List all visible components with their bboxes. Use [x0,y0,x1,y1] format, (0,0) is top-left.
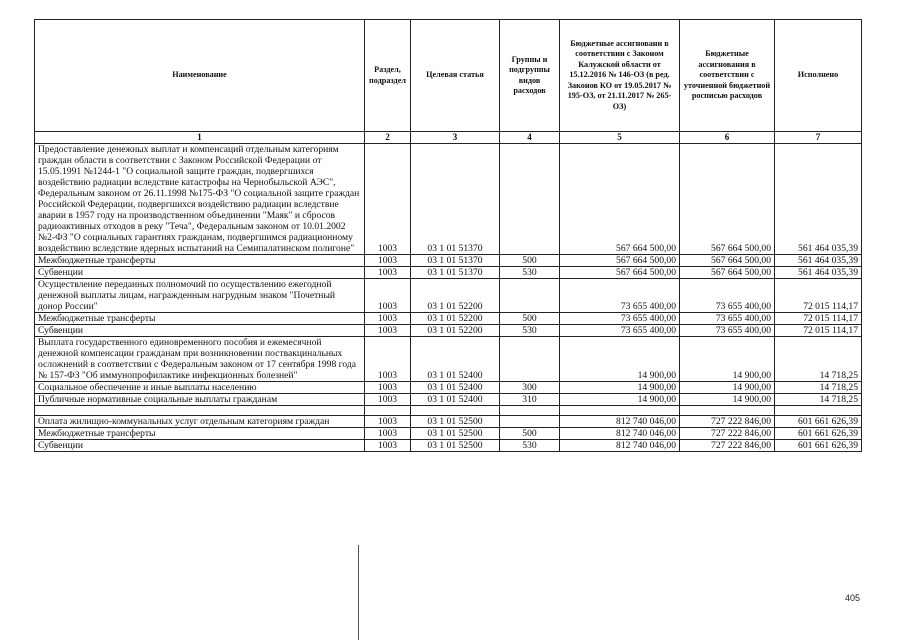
table-row [35,279,862,313]
row-name: Субвенции [35,440,365,452]
row-group: 500 [500,313,560,325]
row-name [35,406,365,416]
table-row [35,440,862,452]
row-refined-amount: 567 664 500,00 [680,267,775,279]
row-law-amount [560,406,680,416]
row-law-amount: 73 655 400,00 [560,325,680,337]
table-row [35,255,862,267]
row-group: 530 [500,325,560,337]
row-executed-amount: 72 015 114,17 [775,325,862,337]
row-refined-amount: 14 900,00 [680,337,775,382]
row-executed-amount: 72 015 114,17 [775,279,862,313]
row-name: Осуществление переданных полномочий по осуществлению ежегодной денежной выплаты лицам, награжденным нагрудным знаком "Почетный донор России" [35,279,365,313]
row-section: 1003 [365,255,411,267]
row-group [500,279,560,313]
row-name: Межбюджетные трансферты [35,255,365,267]
column-number: 7 [775,132,862,144]
table-row [35,382,862,394]
row-target: 03 1 01 51370 [411,255,500,267]
header-name: Наименование [35,20,365,132]
budget-table [34,19,862,452]
row-group [500,406,560,416]
row-name: Оплата жилищно-коммунальных услуг отдельным категориям граждан [35,416,365,428]
row-section: 1003 [365,440,411,452]
row-name: Субвенции [35,267,365,279]
row-target: 03 1 01 52400 [411,337,500,382]
table-row [35,325,862,337]
row-section: 1003 [365,267,411,279]
row-executed-amount: 601 661 626,39 [775,440,862,452]
row-executed-amount: 72 015 114,17 [775,313,862,325]
row-refined-amount: 727 222 846,00 [680,416,775,428]
row-executed-amount [775,406,862,416]
column-number: 2 [365,132,411,144]
header-allocations-law: Бюджетные ассигновани в соответствии с Законом Калужской области от 15.12.2016 № 146-ОЗ (в ред. Законов КО от 19.05.2017 № 195-ОЗ, от 21.11.2017 № 265-ОЗ) [560,20,680,132]
column-number: 3 [411,132,500,144]
column-number-row [35,132,862,144]
table-row [35,313,862,325]
row-section: 1003 [365,279,411,313]
header-target: Целевая статья [411,20,500,132]
page-number: 405 [845,593,861,603]
header-allocations-refined: Бюджетные ассигнования в соответствии с уточненной бюджетной росписью расходов [680,20,775,132]
row-executed-amount: 561 464 035,39 [775,267,862,279]
row-law-amount: 567 664 500,00 [560,255,680,267]
row-target: 03 1 01 52500 [411,416,500,428]
row-law-amount: 73 655 400,00 [560,279,680,313]
row-name: Выплата государственного единовременного пособия и ежемесячной денежной компенсации гражданам при возникновении поствакцинальных осложнений в соответствии с Федеральным законом от 17 сентября 1998 года № 157-ФЗ "Об иммунопрофилактике инфекционных болезней" [35,337,365,382]
table-row [35,267,862,279]
row-executed-amount: 601 661 626,39 [775,428,862,440]
row-law-amount: 14 900,00 [560,382,680,394]
row-refined-amount: 14 900,00 [680,394,775,406]
row-refined-amount [680,406,775,416]
table-row [35,416,862,428]
row-section: 1003 [365,394,411,406]
row-executed-amount: 14 718,25 [775,382,862,394]
row-section: 1003 [365,337,411,382]
row-target: 03 1 01 52500 [411,440,500,452]
row-refined-amount: 727 222 846,00 [680,440,775,452]
header-section: Раздел, подраздел [365,20,411,132]
column-number: 6 [680,132,775,144]
row-name: Субвенции [35,325,365,337]
row-group: 500 [500,428,560,440]
row-law-amount: 14 900,00 [560,394,680,406]
row-target [411,406,500,416]
row-executed-amount: 561 464 035,39 [775,255,862,267]
row-name: Межбюджетные трансферты [35,428,365,440]
row-group: 530 [500,440,560,452]
row-target: 03 1 01 52200 [411,279,500,313]
header-groups: Группы и подгруппы видов расходов [500,20,560,132]
row-group: 500 [500,255,560,267]
row-target: 03 1 01 52400 [411,382,500,394]
row-section [365,406,411,416]
table-row [35,144,862,255]
row-name: Публичные нормативные социальные выплаты гражданам [35,394,365,406]
row-section: 1003 [365,428,411,440]
row-name: Межбюджетные трансферты [35,313,365,325]
row-law-amount: 14 900,00 [560,337,680,382]
row-executed-amount: 601 661 626,39 [775,416,862,428]
row-refined-amount: 73 655 400,00 [680,325,775,337]
row-section: 1003 [365,382,411,394]
row-refined-amount: 727 222 846,00 [680,428,775,440]
column-number: 4 [500,132,560,144]
table-row [35,337,862,382]
row-refined-amount: 567 664 500,00 [680,255,775,267]
row-target: 03 1 01 51370 [411,267,500,279]
row-target: 03 1 01 52400 [411,394,500,406]
row-section: 1003 [365,313,411,325]
header-row [35,20,862,132]
row-group: 530 [500,267,560,279]
row-law-amount: 567 664 500,00 [560,267,680,279]
row-law-amount: 73 655 400,00 [560,313,680,325]
row-refined-amount: 14 900,00 [680,382,775,394]
table-row [35,394,862,406]
row-refined-amount: 73 655 400,00 [680,313,775,325]
row-name: Социальное обеспечение и иные выплаты населению [35,382,365,394]
row-group: 300 [500,382,560,394]
header-executed: Исполнено [775,20,862,132]
row-law-amount: 567 664 500,00 [560,144,680,255]
row-section: 1003 [365,416,411,428]
table-row-empty [35,406,862,416]
row-law-amount: 812 740 046,00 [560,428,680,440]
scan-artifact-line [358,545,359,640]
row-target: 03 1 01 52200 [411,313,500,325]
row-group [500,416,560,428]
row-executed-amount: 14 718,25 [775,394,862,406]
row-group: 310 [500,394,560,406]
row-law-amount: 812 740 046,00 [560,440,680,452]
column-number: 5 [560,132,680,144]
row-section: 1003 [365,325,411,337]
row-group [500,144,560,255]
row-group [500,337,560,382]
row-target: 03 1 01 51370 [411,144,500,255]
row-target: 03 1 01 52500 [411,428,500,440]
column-number: 1 [35,132,365,144]
row-target: 03 1 01 52200 [411,325,500,337]
row-law-amount: 812 740 046,00 [560,416,680,428]
table-row [35,428,862,440]
row-refined-amount: 567 664 500,00 [680,144,775,255]
row-name: Предоставление денежных выплат и компенсаций отдельным категориям граждан области в соответствии с Законом Российской Федерации от 15.05.1991 №1244-1 "О социальной защите граждан, подвергшихся воздействию радиации вследствие катастрофы на Чернобыльской АЭС", Федеральным законом от 26.11.1998 №175-ФЗ "О социальной защите граждан Российской Федерации, подвергшихся воздействию радиации вследствие аварии в 1957 году на производственном объединении "Маяк" и сбросов радиоактивных отходов в реку "Теча", Федеральным законом от 10.01.2002 №2-ФЗ "О социальных гарантиях гражданам, подвергшимся радиационному воздействию вследствие ядерных испытаний на Семипалатинском полигоне" [35,144,365,255]
row-refined-amount: 73 655 400,00 [680,279,775,313]
row-executed-amount: 14 718,25 [775,337,862,382]
row-executed-amount: 561 464 035,39 [775,144,862,255]
row-section: 1003 [365,144,411,255]
